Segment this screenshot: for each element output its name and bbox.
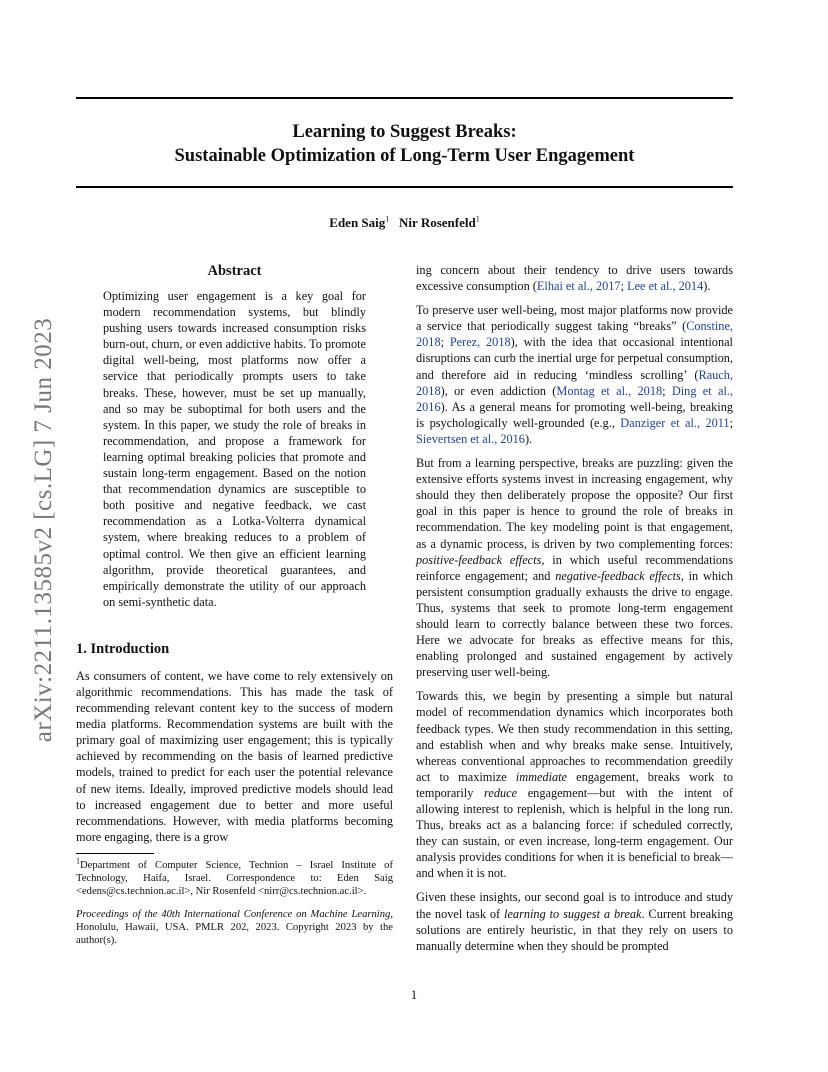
author-affil-mark: 1 [385,214,390,224]
citation-link[interactable]: Danziger et al., 2011 [620,415,730,430]
emphasis-text: negative-feedback effects [555,568,681,583]
paragraph-text: ing concern about their tendency to drive users towards excessive consumption ( [416,263,733,294]
citation-link[interactable]: Ding et al., 2016 [416,383,734,414]
abstract-body: Optimizing user engagement is a key goal for modern recommendation systems, but blindly pushing users towards increased consumption risks burn-out, churn, or even addictive habits. To promote digital well-being, most platforms now offer a service that periodically prompts users to take breaks. These, however, must be set up manually, and so may be suboptimal for both users and the system. In this paper, we study the role of breaks in recommendation, and propose a framework for learning optimal breaking policies that promote and sustain long-term engagement. Based on the notion that recommendation dynamics are susceptible to both positive and negative feedback, we cast recommendation as a Lotka-Volterra dynamical system, where breaking reduces to a problem of optimal control. We then give an efficient learning algorithm, provide theoretical guarantees, and empirically demonstrate the utility of our approach on semi-synthetic data. [103,289,366,609]
arxiv-stamp: arXiv:2211.13585v2 [cs.LG] 7 Jun 2023 [30,317,57,743]
intro-paragraph-continued: ing concern about their tendency to drive users towards excessive consumption (Elhai et al., 2017; Lee et al., 2014). [416,263,733,294]
paragraph-text: ). [703,279,711,294]
proceedings-venue: Proceedings of the 40th International Conference on Machine Learning [76,908,391,920]
paragraph-text: ). [524,431,533,446]
paragraph-text: , in which persistent consumption gradually exhausts the drive to engage. Thus, systems that seek to promote long-term engagement should learn to correctly balance between these two forces. Here we advocate for breaks as effective means for this, enabling prolonged and sustained engagement by actively preserving user well-being. [416,568,733,680]
intro-paragraph-2: To preserve user well-being, most major platforms now provide a service that periodically suggest taking “breaks” (Constine, 2018; Perez, 2018), with the idea that occasional intentional disruptions can curb the inertial urge for perpetual consumption, and therefore aid in reducing ‘mindless scrolling’ (Rauch, 2018), or even addiction (Montag et al., 2018; Ding et al., 2016). As a general means for promoting well-being, breaking is psychologically well-grounded (e.g., Danziger et al., 2011; Sievertsen et al., 2016). [416,303,734,446]
paragraph-text: , in which useful recommendations reinforce engagement; and [416,552,733,583]
emphasis-text: learning to suggest a break [504,906,642,921]
intro-paragraph-1: As consumers of content, we have come to rely extensively on algorithmic recommendations. This has made the task of recommending relevant content key to the success of modern media platforms. Recommendation systems are built with the primary goal of maximizing user engagement; this is typically achieved by recommending on the basis of learned predictive models, trained to predict for each user the potential relevance of new items. Ideally, improved predictive models should lead to increased engagement due to better and more useful recommendations. However, with media platforms becoming more engaging, there is a grow [76,668,393,844]
intro-paragraph-4 [416,688,733,881]
footnote-mark: 1 [76,856,80,866]
title-rule-bottom [76,186,733,188]
paragraph-text: engagement, breaks work to temporarily [416,769,733,800]
paragraph-text: ), or even addiction ( [440,383,557,398]
emphasis-text: positive-feedback effects [416,552,542,567]
emphasis-text: reduce [484,785,518,800]
citation-link[interactable]: Montag et al., 2018 [556,383,663,398]
author-name: Eden Saig [329,215,386,230]
footnote-rule [76,853,154,854]
proceedings-details: , Honolulu, Hawaii, USA. PMLR 202, 2023. Copyright 2023 by the author(s). [76,908,393,946]
paragraph-text: Towards this, we begin by presenting a simple but natural model of recommendation dynamics which incorporates both feedback types. We then study recommendation in this setting, and establish when and why breaks make sense. Intuitively, whereas conventional approaches to recommendation greedily act to maximize [416,689,733,784]
footnote-proceedings [76,908,393,947]
paragraph-text: ), with the idea that occasional intentional disruptions can curb the inertial urge for perpetual consumption, and therefore aid in reducing ‘mindless scrolling’ ( [416,335,733,382]
paper-title-line-1: Learning to Suggest Breaks: [292,122,517,142]
intro-paragraph-3 [416,455,733,680]
author-name: Nir Rosenfeld [399,215,476,230]
intro-paragraph-5 [416,889,733,953]
emphasis-text: immediate [515,769,568,784]
author-affil-mark: 1 [475,214,480,224]
footnote-affiliation [76,856,393,898]
paragraph-text: But from a learning perspective, breaks are puzzling: given the extensive efforts systems invest in increasing engagement, why should they then deliberately propose the opposite? Our first goal in this paper is hence to ground the role of breaks in recommendation. The key modeling point is that engagement, as a dynamic process, is driven by two complementing forces: [416,456,733,551]
citation-link[interactable]: Elhai et al., 2017 [536,279,621,294]
paragraph-text: To preserve user well-being, most major platforms now provide a service that periodically suggest taking “breaks” ( [416,303,733,334]
title-rule-top [76,97,733,99]
page-number: 1 [410,988,418,1002]
citation-link[interactable]: Constine, 2018 [416,319,733,350]
abstract-heading: Abstract [207,263,262,279]
paragraph-text: ). As a general means for promoting well-being, breaking is psychologically well-grounded (e.g., [416,399,733,430]
section-heading-introduction: 1. Introduction [76,640,170,657]
paragraph-text: Given these insights, our second goal is to introduce and study the novel task of [416,890,733,921]
paragraph-text: engagement—but with the intent of allowing interest to replenish, which is helpful in the long run. Thus, breaks act as a balancing force: if scheduled correctly, they can sustain, or even increase, long-term engagement. Our analysis provides conditions for when it is beneficial to break—and when it is not. [416,785,733,881]
citation-link[interactable]: Sievertsen et al., 2016 [416,431,525,446]
paragraph-text: . Current breaking solutions are entirely heuristic, in that they rely on users to manually determine when they should be prompted [416,906,733,953]
footnote-affiliation-text: Department of Computer Science, Technion – Israel Institute of Technology, Haifa, Israel. Correspondence to: Eden Saig <edens@cs.technion.ac.il>, Nir Rosenfeld <nirr@cs.technion.ac.il>. [76,859,393,897]
citation-link[interactable]: Lee et al., 2014 [627,279,704,294]
author-list [76,215,733,231]
citation-link[interactable]: Perez, 2018 [449,335,511,350]
right-column [416,262,733,962]
left-column [76,262,393,957]
citation-link[interactable]: Rauch, 2018 [416,367,733,398]
paper-title-line-2: Sustainable Optimization of Long-Term User Engagement [174,146,635,166]
